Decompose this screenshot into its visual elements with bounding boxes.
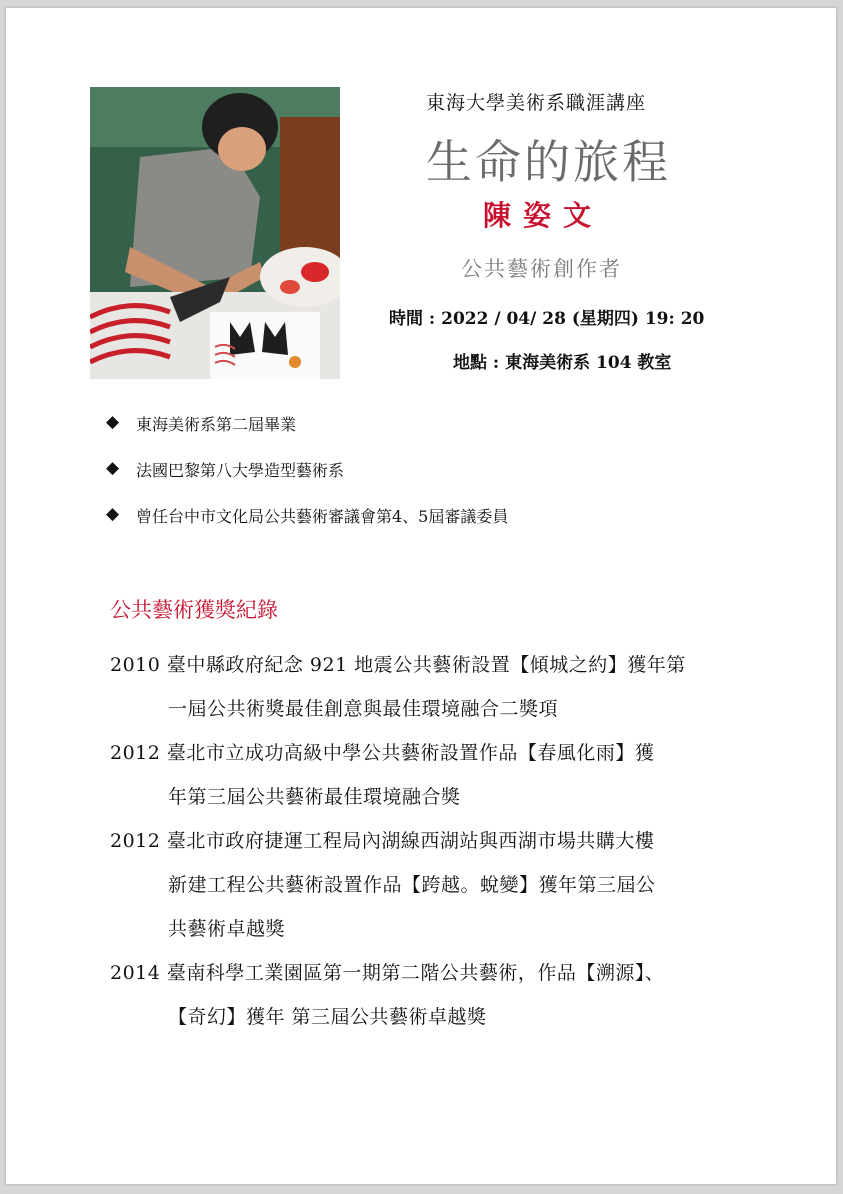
bio-item-text: 曾任台中市文化局公共藝術審議會第4、5屆審議委員 <box>136 507 509 526</box>
award-line: 2012 臺北市政府捷運工程局內湖線西湖站與西湖市場共購大樓 <box>110 830 655 852</box>
event-series-subtitle: 東海大學美術系職涯講座 <box>426 92 647 114</box>
awards-list <box>110 650 686 1046</box>
bio-item <box>106 412 508 458</box>
bio-list <box>106 412 508 550</box>
artist-photo-illustration <box>90 87 340 379</box>
event-time: 時間 : 2022 / 04/ 28 (星期四) 19: 20 <box>389 309 705 329</box>
poster-page <box>6 8 836 1184</box>
award-line: 【奇幻】獲年 第三屆公共藝術卓越獎 <box>168 1006 487 1028</box>
bio-item <box>106 458 508 504</box>
award-line: 2012 臺北市立成功高級中學公共藝術設置作品【春風化雨】獲 <box>110 742 655 764</box>
bio-item-text: 法國巴黎第八大學造型藝術系 <box>136 461 345 480</box>
event-title: 生命的旅程 <box>426 135 671 189</box>
award-line: 年第三屆公共藝術最佳環境融合獎 <box>168 786 461 808</box>
bio-item-text: 東海美術系第二屆畢業 <box>136 415 297 434</box>
artist-photo <box>90 87 340 379</box>
award-line: 共藝術卓越獎 <box>168 918 286 940</box>
diamond-bullet-icon: ◆ <box>106 458 120 478</box>
award-line: 2014 臺南科學工業園區第一期第二階公共藝術，作品【溯源】、 <box>110 962 665 984</box>
awards-heading: 公共藝術獲獎紀錄 <box>110 598 278 622</box>
diamond-bullet-icon: ◆ <box>106 504 120 524</box>
diamond-bullet-icon: ◆ <box>106 412 120 432</box>
award-line: 一屆公共術獎最佳創意與最佳環境融合二獎項 <box>168 698 559 720</box>
speaker-role: 公共藝術創作者 <box>461 257 622 281</box>
bio-item <box>106 504 508 550</box>
event-location: 地點 : 東海美術系 104 教室 <box>453 353 672 373</box>
speaker-name: 陳姿文 <box>483 199 604 232</box>
award-line: 新建工程公共藝術設置作品【跨越。蛻變】獲年第三屆公 <box>168 874 656 896</box>
award-line: 2010 臺中縣政府紀念 921 地震公共藝術設置【傾城之約】獲年第 <box>110 654 686 676</box>
